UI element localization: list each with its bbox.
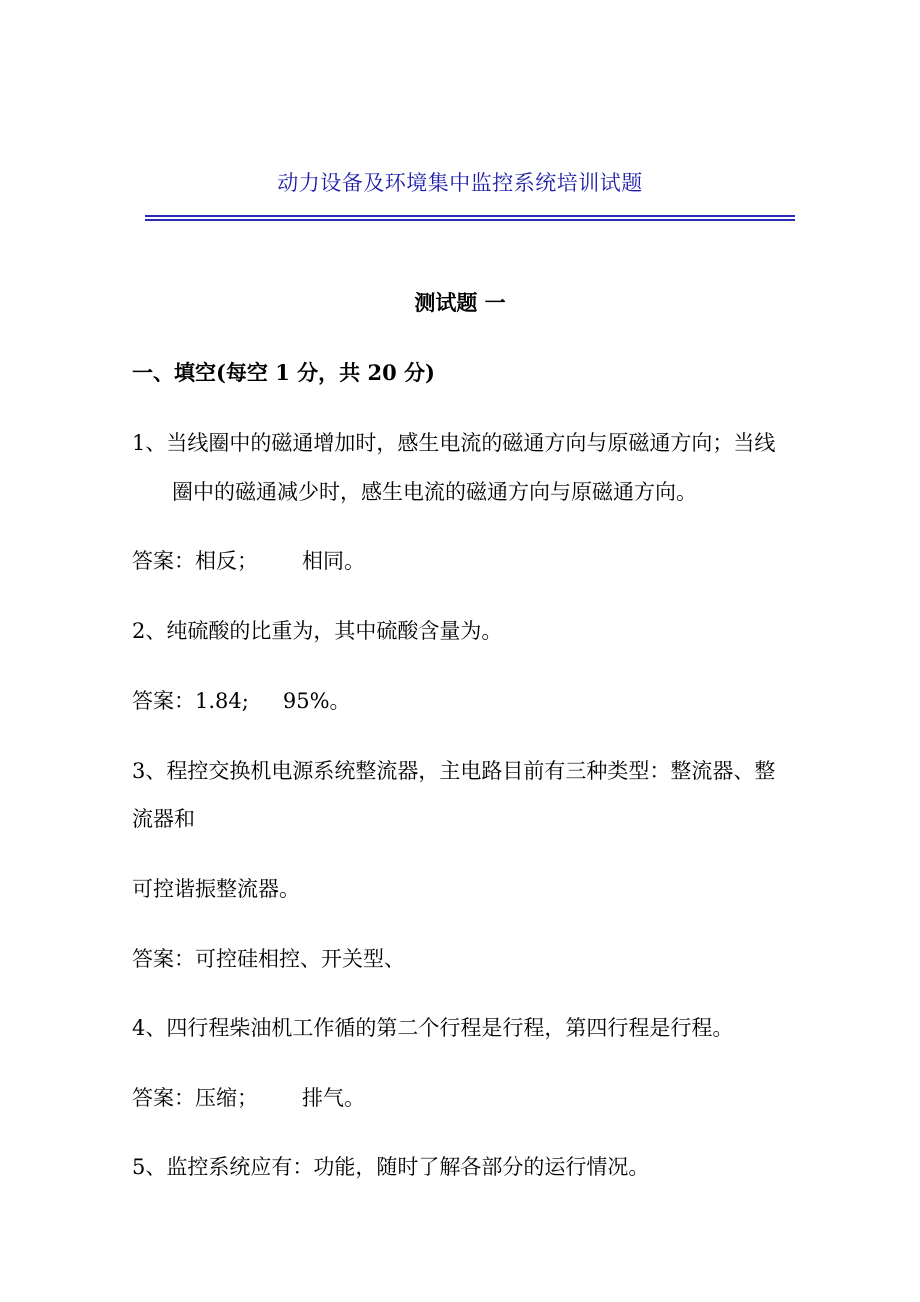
section-heading: 一、填空(每空 1 分，共 20 分)	[132, 360, 435, 385]
question-1-line-1: 1、当线圈中的磁通增加时，感生电流的磁通方向与原磁通方向；当线	[132, 431, 776, 455]
title-underline-top	[145, 215, 795, 217]
document-title: 动力设备及环境集中监控系统培训试题	[277, 171, 643, 195]
question-4-answer	[132, 1083, 365, 1113]
question-1-line-2: 圈中的磁通减少时，感生电流的磁通方向与原磁通方向。	[172, 480, 697, 504]
question-5-line-1: 5、监控系统应有：功能，随时了解各部分的运行情况。	[132, 1155, 650, 1179]
question-3-line-1: 3、程控交换机电源系统整流器，主电路目前有三种类型：整流器、整	[132, 759, 776, 783]
question-1-answer-rest: 相同。	[302, 549, 365, 573]
question-4-line-1: 4、四行程柴油机工作循的第二个行程是行程，第四行程是行程。	[132, 1016, 734, 1040]
question-2-line-1: 2、纯硫酸的比重为，其中硫酸含量为。	[132, 619, 503, 643]
question-4-answer-rest: 排气。	[302, 1086, 365, 1110]
question-3-line-3: 可控谐振整流器。	[132, 877, 300, 901]
question-3-answer: 答案：可控硅相控、开关型、	[132, 947, 405, 971]
question-3-line-2: 流器和	[132, 807, 195, 831]
question-4-answer-prefix: 答案：压缩；	[132, 1086, 258, 1110]
question-2-answer-rest: 95%。	[282, 689, 351, 713]
title-underline-bottom	[145, 219, 795, 221]
question-1-answer-prefix: 答案：相反；	[132, 549, 258, 573]
section-title: 测试题 一	[414, 290, 506, 315]
question-2-answer	[132, 686, 351, 716]
question-1-answer	[132, 546, 365, 576]
question-2-answer-prefix: 答案：1.84;	[132, 689, 249, 713]
